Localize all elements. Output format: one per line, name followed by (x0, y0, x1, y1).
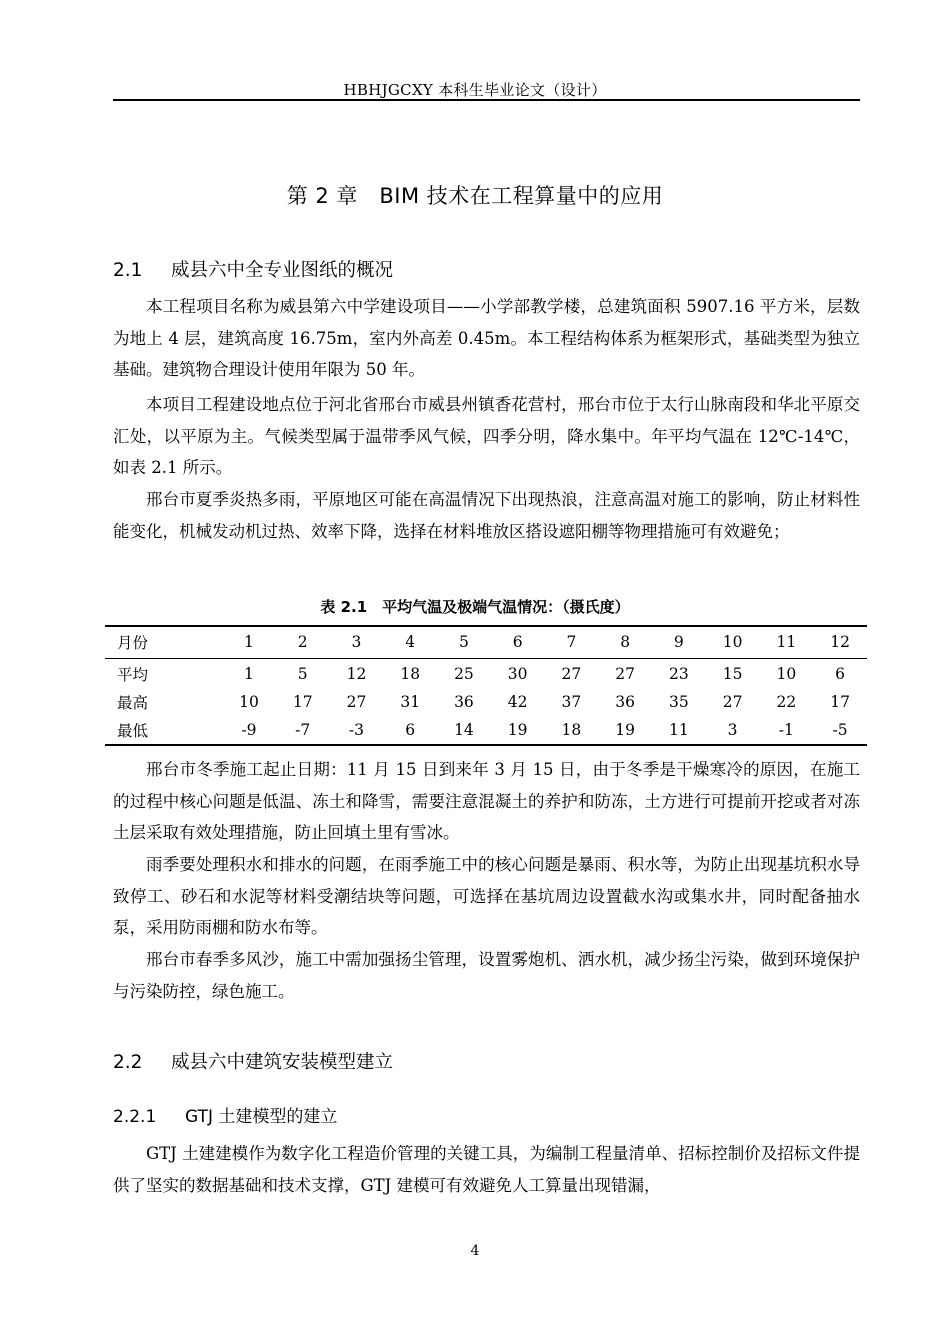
chapter-title: 第 2 章 BIM 技术在工程算量中的应用 (286, 184, 664, 208)
table-cell: 27 (722, 692, 743, 711)
page-number: 4 (470, 1243, 480, 1259)
table-cell: 14 (437, 716, 491, 745)
table-cell: 36 (454, 692, 474, 711)
temperature-table (105, 625, 867, 746)
table-cell: 1 (244, 665, 254, 684)
header-cell: 10 (706, 626, 760, 658)
header-cell: 1 (222, 626, 276, 658)
header-cell: 6 (491, 626, 545, 658)
section-2-2-1-heading (113, 1102, 337, 1127)
table-row-highest (105, 687, 867, 716)
paragraph-spring-dust: 邢台市春季多风沙，施工中需加强扬尘管理，设置雾炮机、洒水机，减少扬尘污染，做到环境保护与污染防控，绿色施工。 (113, 950, 860, 1001)
table-cell: 6 (383, 716, 437, 745)
table-cell: 10 (239, 692, 259, 711)
table-cell: 37 (561, 692, 582, 711)
table-cell: -7 (276, 716, 330, 745)
table-cell: 3 (706, 716, 760, 745)
running-header: HBHJGCXY 本科生毕业论文（设计） (343, 81, 607, 99)
table-caption: 表 2.1 平均气温及极端气温情况：（摄氏度） (320, 598, 630, 616)
table-cell: -3 (330, 716, 384, 745)
table-cell: 5 (297, 665, 308, 684)
table-cell: 35 (669, 692, 689, 711)
table-cell: -5 (813, 716, 867, 745)
table-cell: 18 (545, 716, 599, 745)
table-cell: -9 (222, 716, 276, 745)
table-cell: 27 (561, 665, 582, 684)
table-cell: 27 (615, 665, 635, 684)
table-cell: 17 (830, 692, 850, 711)
table-cell: 18 (400, 665, 421, 684)
section-number: 2.2.1 (113, 1107, 157, 1127)
header-cell: 5 (437, 626, 491, 658)
header-cell: 11 (759, 626, 813, 658)
section-title: 威县六中全专业图纸的概况 (171, 260, 394, 281)
header-cell: 3 (330, 626, 384, 658)
section-title: 威县六中建筑安装模型建立 (171, 1052, 394, 1073)
table-cell: 36 (615, 692, 635, 711)
table-cell: 11 (652, 716, 706, 745)
section-title: GTJ 土建模型的建立 (185, 1107, 338, 1127)
table-cell: 31 (400, 692, 421, 711)
header-cell: 4 (383, 626, 437, 658)
paragraph-winter-construction: 邢台市冬季施工起止日期：11 月 15 日到来年 3 月 15 日，由于冬季是干燥寒冷的原因，在施工的过程中核心问题是低温、冻土和降雪，需要注意混凝土的养护和防冻，土方进行可提前开挖或者对冻土层采取有效处理措施，防止回填土里有雪冰。 (113, 760, 860, 842)
paragraph-rainy-season: 雨季要处理积水和排水的问题，在雨季施工中的核心问题是暴雨、积水等，为防止出现基坑积水导致停工、砂石和水泥等材料受潮结块等问题，可选择在基坑周边设置截水沟或集水井，同时配备抽水泵，采用防雨棚和防水布等。 (113, 855, 860, 937)
table-cell: 23 (669, 665, 689, 684)
table-row-average (105, 658, 867, 687)
table-cell: 12 (346, 665, 367, 684)
table-cell: 25 (454, 665, 474, 684)
table-cell: 19 (491, 716, 545, 745)
header-rule (113, 99, 860, 101)
table-cell: 30 (507, 665, 528, 684)
paragraph-project-location: 本项目工程建设地点位于河北省邢台市威县州镇香花营村，邢台市位于太行山脉南段和华北平原交汇处，以平原为主。气候类型属于温带季风气候，四季分明，降水集中。年平均气温在 12℃-14℃，如表 2.1 所示。 (113, 395, 860, 477)
header-cell: 2 (276, 626, 330, 658)
paragraph-project-overview: 本工程项目名称为威县第六中学建设项目——小学部教学楼，总建筑面积 5907.16 平方米，层数为地上 4 层，建筑高度 16.75m，室内外高差 0.45m。本工程结构体系为框架形式，基础类型为独立基础。建筑物合理设计使用年限为 50 年。 (113, 297, 860, 379)
section-number: 2.1 (113, 260, 143, 281)
table-cell: 10 (776, 665, 797, 684)
table-cell: -1 (759, 716, 813, 745)
table-cell: 42 (507, 692, 528, 711)
table-row-lowest (105, 716, 867, 745)
table-cell: 22 (776, 692, 797, 711)
table-cell: 平均 (117, 666, 149, 685)
section-2-1-heading (113, 256, 393, 282)
paragraph-summer-construction: 邢台市夏季炎热多雨，平原地区可能在高温情况下出现热浪，注意高温对施工的影响，防止材料性能变化，机械发动机过热、效率下降，选择在材料堆放区搭设遮阳棚等物理措施可有效避免； (113, 490, 860, 541)
header-cell: 7 (545, 626, 599, 658)
header-cell: 8 (598, 626, 652, 658)
section-number: 2.2 (113, 1052, 143, 1073)
table-cell: 6 (835, 665, 846, 684)
section-2-2-heading (113, 1048, 393, 1074)
header-cell: 月份 (105, 626, 222, 658)
header-cell: 9 (652, 626, 706, 658)
table-cell: 17 (292, 692, 313, 711)
table-cell: 27 (346, 692, 367, 711)
table-cell: 19 (598, 716, 652, 745)
paragraph-gtj-modeling: GTJ 土建建模作为数字化工程造价管理的关键工具，为编制工程量清单、招标控制价及招标文件提供了坚实的数据基础和技术支撑，GTJ 建模可有效避免人工算量出现错漏， (113, 1144, 860, 1195)
header-cell: 12 (813, 626, 867, 658)
table-cell: 最低 (105, 716, 222, 745)
table-header-row (105, 626, 867, 658)
table-cell: 15 (722, 665, 743, 684)
table-cell: 最高 (117, 693, 149, 712)
